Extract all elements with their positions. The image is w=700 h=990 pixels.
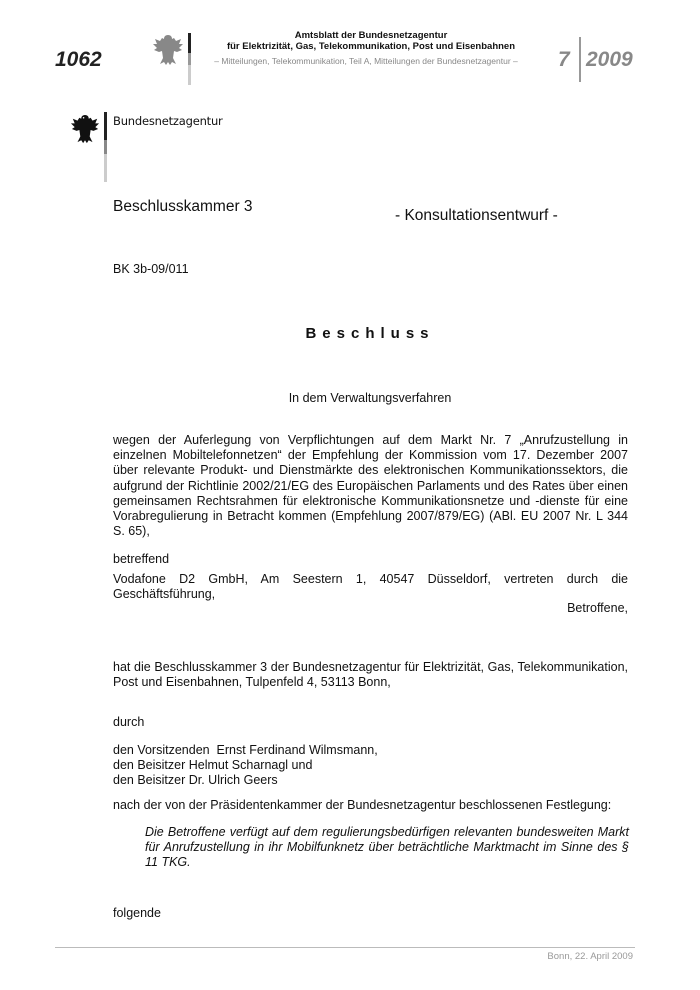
members-list <box>113 743 628 789</box>
gazette-subtitle: – Mitteilungen, Telekommunikation, Teil A, Mitteilungen der Bundesnetzagentur – <box>214 56 518 66</box>
case-number: BK 3b-09/011 <box>113 262 189 276</box>
authority-paragraph: hat die Beschlusskammer 3 der Bundesnetzagentur für Elektrizität, Gas, Telekommunikation, Post und Eisenbahnen, Tulpenfeld 4, 53113 Bonn, <box>113 660 628 690</box>
issue-divider <box>579 37 581 82</box>
footer-place-date: Bonn, 22. April 2009 <box>547 951 633 962</box>
header-divider <box>188 33 191 85</box>
federal-eagle-icon <box>70 113 100 145</box>
gazette-title <box>196 30 546 52</box>
agency-logo-bar <box>104 112 107 182</box>
page-number: 1062 <box>55 48 102 71</box>
decision-title: Beschluss <box>305 325 435 342</box>
gazette-title-line2: für Elektrizität, Gas, Telekommunikation, Post und Eisenbahnen <box>226 41 516 52</box>
decision-chamber: Beschlusskammer 3 <box>113 198 253 215</box>
affected-party: Vodafone D2 GmbH, Am Seestern 1, 40547 Düsseldorf, vertreten durch die Geschäftsführung, <box>113 572 628 602</box>
following-label: folgende <box>113 906 161 920</box>
gazette-title-line1: Amtsblatt der Bundesnetzagentur <box>294 30 448 41</box>
member-chair: den Vorsitzenden Ernst Ferdinand Wilmsmann, <box>113 743 378 757</box>
draft-label: - Konsultationsentwurf - <box>395 207 558 224</box>
member-associate: den Beisitzer Helmut Scharnagl und <box>113 758 313 773</box>
party-role: Betroffene, <box>567 601 628 615</box>
issue-year: 2009 <box>586 48 633 71</box>
member-associate: den Beisitzer Dr. Ulrich Geers <box>113 773 278 788</box>
procedure-intro: In dem Verwaltungsverfahren <box>288 391 452 405</box>
determination-text: Die Betroffene verfügt auf dem regulierungsbedürfigen relevanten bundesweiten Markt für Anrufzustellung in ihr Mobilfunknetz über beträchtliche Marktmacht im Sinne des § 11 TKG. <box>145 825 629 870</box>
determination-intro: nach der von der Präsidentenkammer der Bundesnetzagentur beschlossenen Festlegung: <box>113 798 612 812</box>
concerning-label: betreffend <box>113 552 170 566</box>
by-label: durch <box>113 715 145 729</box>
agency-name: Bundesnetzagentur <box>113 114 223 128</box>
footer-divider <box>55 947 635 948</box>
issue-number: 7 <box>558 48 570 71</box>
federal-eagle-icon <box>152 33 184 67</box>
subject-paragraph: wegen der Auferlegung von Verpflichtungen auf dem Markt Nr. 7 „Anrufzustellung in einzelnen Mobiltelefonnetzen“ der Empfehlung der Kommission vom 17. Dezember 2007 über relevante Produkt- und Dienstmärkte des elektronischen Kommunikationssektors, die aufgrund der Richtlinie 2002/21/EG des Europäischen Parlaments und des Rates über einen gemeinsamen Rechtsrahmen für elektronische Kommunikationsnetze und -dienste für eine Vorabregulierung in Betracht kommen (Empfehlung 2007/879/EG) (ABl. EU 2007 Nr. L 344 S. 65), <box>113 433 628 539</box>
